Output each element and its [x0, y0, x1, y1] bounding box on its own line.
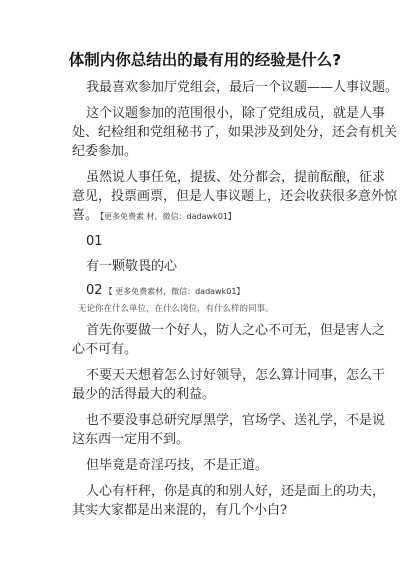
page-title: 体制内你总结出的最有用的经验是什么? — [68, 51, 342, 69]
section-number-02: 02 — [86, 283, 103, 298]
paragraph-5-line-2: 最少的活得最大的利益。 — [72, 387, 216, 402]
small-note-line: 无论你在什么单位，在什么岗位，有什么样的同事。 — [78, 304, 274, 314]
paragraph-6-line-1: 也不要没事总研究厚黑学，官场学、送礼学，不是说 — [86, 413, 386, 428]
paragraph-3-line-3 — [72, 208, 236, 225]
section-heading-text: 有一颗敬畏的心 — [86, 259, 178, 274]
paragraph-2-line-1: 这个议题参加的范围很小，除了党组成员，就是人事 — [86, 106, 386, 121]
section-number-01: 01 — [86, 234, 103, 249]
promo-note-1: 【更多免费素 材，微信：dadawk01】 — [100, 212, 236, 221]
section-number-02-line — [86, 283, 244, 300]
paragraph-3-line-3-text: 喜。 — [72, 208, 99, 223]
paragraph-3-line-1: 虽然说人事任免，提拔、处分都会，提前酝酿，征求 — [86, 170, 386, 185]
paragraph-8-line-1: 人心有杆秤，你是真的和别人好，还是面上的功夫， — [86, 484, 386, 499]
paragraph-2-line-2: 处、纪检组和党组秘书了，如果涉及到处分，还会有机关 — [72, 125, 398, 140]
paragraph-7-line-1: 但毕竟是奇淫巧技，不是正道。 — [86, 458, 269, 473]
paragraph-4-line-1: 首先你要做一个好人，防人之心不可无，但是害人之 — [86, 323, 386, 338]
paragraph-2-line-3: 纪委参加。 — [72, 144, 138, 159]
paragraph-5-line-1: 不要天天想着怎么讨好领导，怎么算计同事，怎么干 — [86, 368, 386, 383]
promo-note-2: 【 更多免费素材，微信：dadawk01】 — [104, 287, 245, 296]
paragraph-6-line-2: 这东西一定用不到。 — [72, 432, 190, 447]
paragraph-1-line-1: 我最喜欢参加厅党组会，最后一个议题——人事议题。 — [86, 80, 399, 95]
paragraph-3-line-2: 意见，投票画票，但是人事议题上，还会收获很多意外惊 — [72, 189, 398, 204]
paragraph-8-line-2: 其实大家都是出来混的，有几个小白? — [72, 503, 287, 518]
paragraph-4-line-2: 心不可有。 — [72, 342, 138, 357]
